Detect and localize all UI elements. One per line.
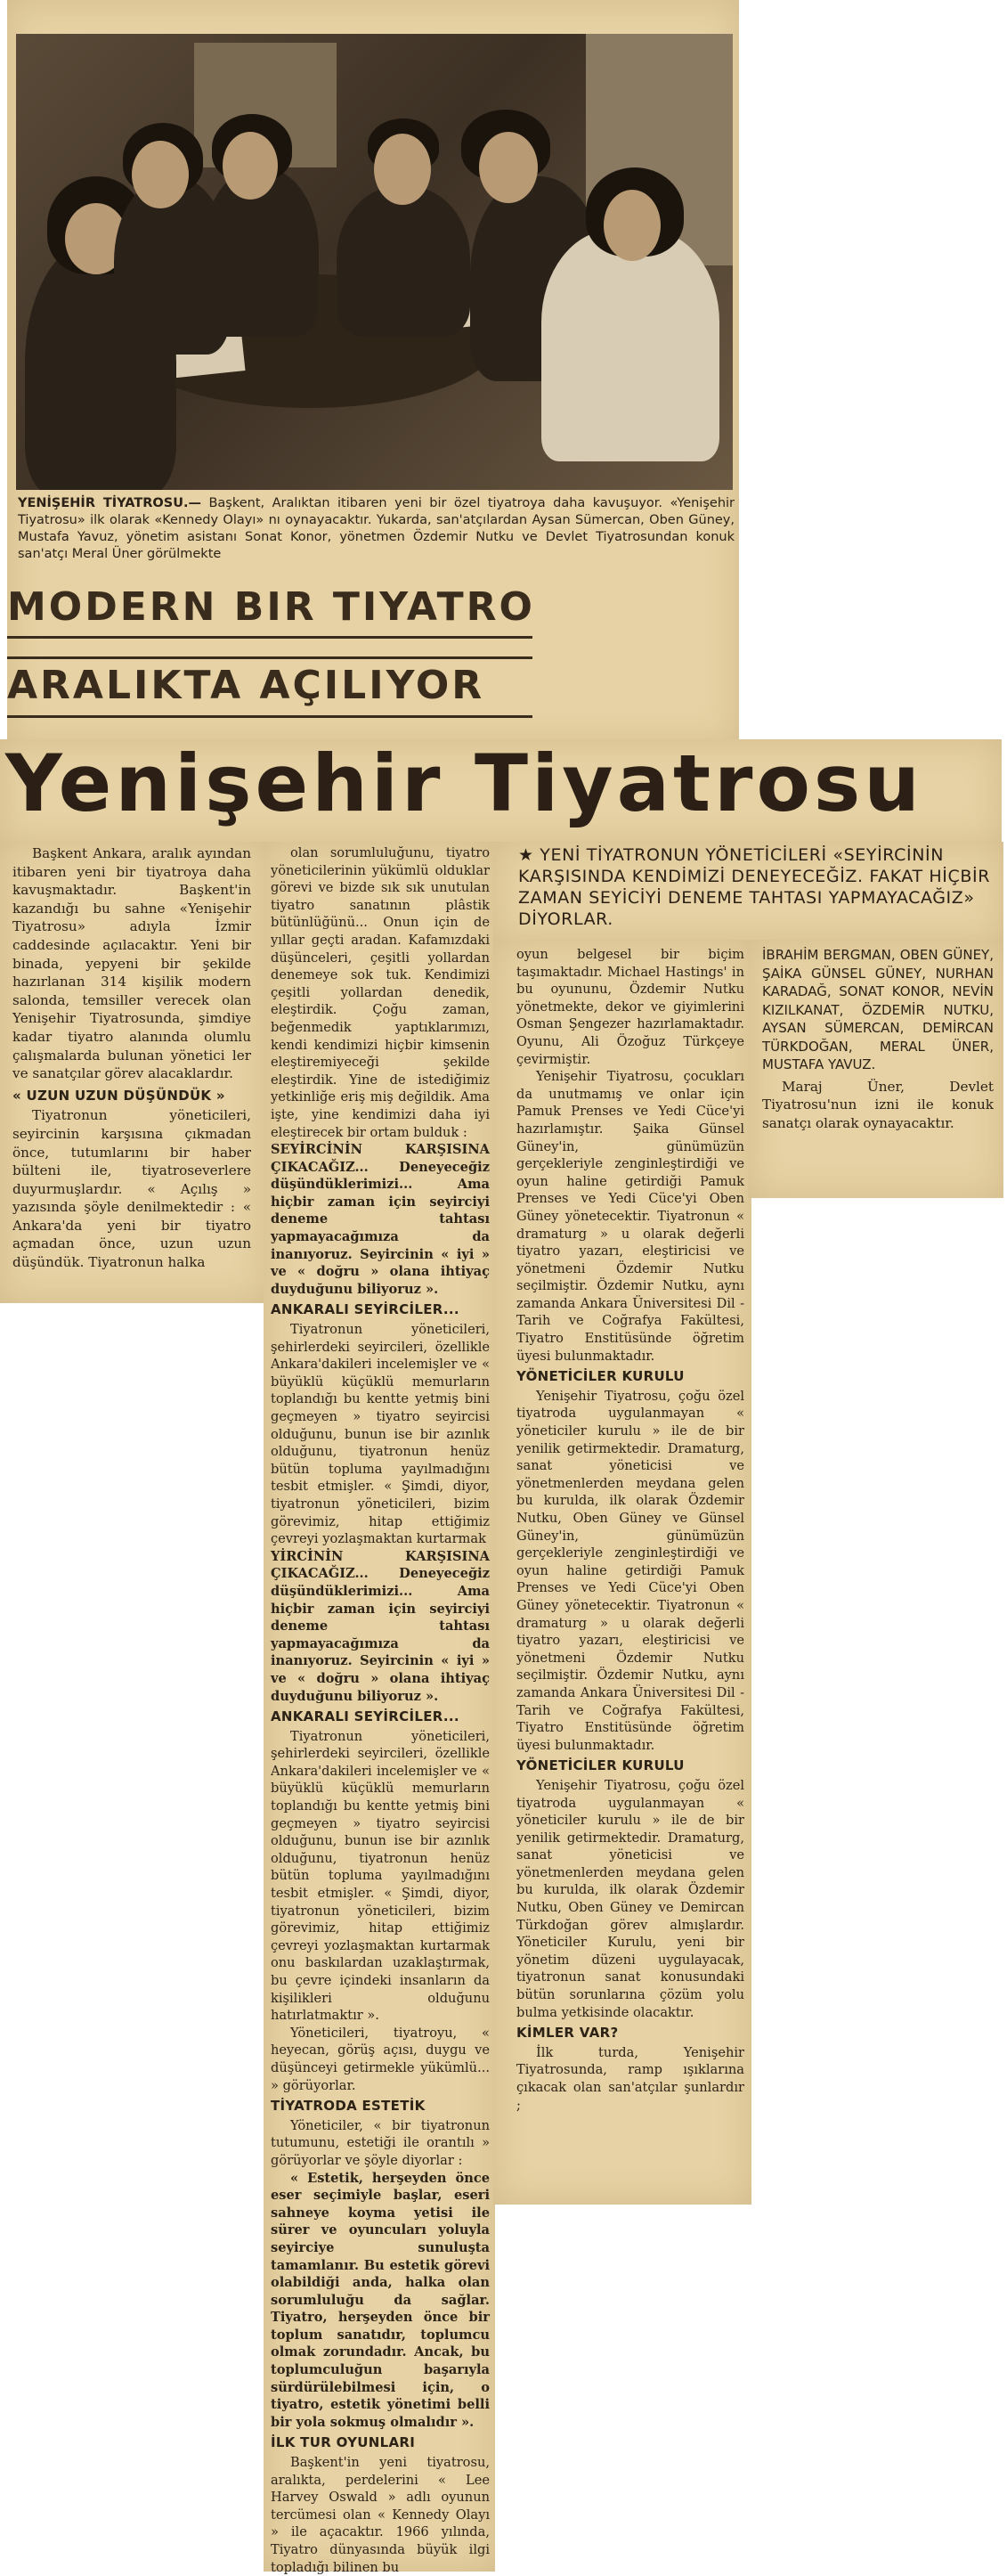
col2-heading-2: ANKARALI SEYİRCİLER... [271, 1708, 459, 1725]
photo-face-6 [604, 190, 661, 261]
photo-person-6 [541, 230, 719, 461]
col2-paragraph-1: olan sorumluluğunu, tiyatro yöneticilerinin yükümlü olduklar görevi ve bizde sık sık unutulan tiyatro sanatının plâstik bütünlüğünü... Onun için de yıllar geçti aradan. Kafamızdaki düşünceleri, çeşitli yollardan denemeye sok tuk. Kendimizi çeşitli yollardan denedik, eleştirdik. Çoğu zaman, beğenmedik yaptıklarımızı, kendi kendimizi hiçbir kimsenin eleştiremiyeceği şekilde eleştirdik. Yine de istediğimiz yetkinliğe eriş miş değildik. Ama işte, yine kendimizi daha iyi eleştirecek bir ortam bulduk : [271, 845, 490, 1140]
cast-list: İBRAHİM BERGMAN, OBEN GÜNEY, ŞAİKA GÜNSEL GÜNEY, NURHAN KARADAĞ, SONAT KONOR, NEVİN KIZILKANAT, ÖZDEMİR NUTKU, AYSAN SÜMERCAN, DEMİRCAN TÜRKDOĞAN, MERAL ÜNER, MUSTAFA YAVUZ. [762, 947, 994, 1072]
photo-face-5 [479, 132, 538, 203]
col4-paragraph-1: Maraj Üner, Devlet Tiyatrosu'nun izni ile konuk sanatçı olarak oynayacaktır. [762, 1078, 994, 1131]
photo-face-3 [223, 132, 278, 200]
deck: ★ YENİ TİYATRONUN YÖNETİCİLERİ «SEYİRCİNİN KARŞISINDA KENDİMİZİ DENEYECEĞİZ. FAKAT HİÇBİR ZAMAN SEYİCİYİ DENEME TAHTASI YAPMAYACAĞIZ» DİYORLAR. [518, 845, 990, 929]
col3-heading-2: YÖNETİCİLER KURULU [516, 1757, 685, 1774]
col3-paragraph-1: oyun belgesel bir biçim taşımaktadır. Michael Hastings' in bu oyununu, Özdemir Nutku yönetmekte, dekor ve giyimlerini Osman Şengezer hazırlamaktadır. Oyunu, Ali Özoğuz Türkçeye çevirmiştir. [516, 947, 744, 1067]
column-4 [762, 946, 994, 1132]
column-3 [516, 946, 744, 2114]
photo-face-4 [374, 134, 431, 205]
photo-face-2 [132, 141, 189, 208]
col3-paragraph-2: Yenişehir Tiyatrosu, çocukları da unutmamış ve onlar için Pamuk Prenses ve Yedi Cüce'yi hazırlamıştır. Şaika Günsel Güney'in, günümüzün gerçekleriyle zenginleştirdiği ve oyun haline getirdiği Pamuk Prenses ve Yedi Cüce'yi Oben Güney yönetecektir. Tiyatronun « dramaturg » u olarak değerli tiyatro yazarı, eleştiricisi ve yönetmeni Özdemir Nutku seçilmiştir. Özdemir Nutku, aynı zamanda Ankara Üniversitesi Dil - Tarih ve Coğrafya Fakültesi, Tiyatro Enstitüsünde öğretim üyesi bulunmaktadır. [516, 1069, 744, 1364]
article-photo [16, 34, 733, 490]
col2-paragraph-3: YİRCİNİN KARŞISINA ÇIKACAĞIZ... Deneyeceğiz düşündüklerimizi... Ama hiçbir zaman için seyirciyi deneme tahtası yapmayacağımıza da inanıyoruz. Seyircinin « iyi » ve « doğru » olana ihtiyaç duyduğunu biliyoruz ». [271, 1548, 490, 1704]
col3-heading-1: YÖNETİCİLER KURULU [516, 1368, 685, 1385]
headline: Yenişehir Tiyatrosu [5, 738, 923, 829]
caption-lead: YENİŞEHİR TİYATROSU.— [18, 496, 201, 510]
subhead-rule-top [7, 656, 532, 659]
subhead-rule-bottom [7, 715, 532, 718]
col3-heading-3: KİMLER VAR? [516, 2025, 619, 2042]
col2-heading-1: ANKARALI SEYİRCİLER... [271, 1301, 459, 1318]
col2-paragraph-4: Tiyatronun yöneticileri, şehirlerdeki seyircileri, özellikle Ankara'dakileri incelemişler ve « büyüklü küçüklü memurların toplandığı bu kentte yetmiş bini geçmeyen » tiyatro seyircisi olduğunu, bunun ise bir azınlık olduğunu, tiyatronun henüz bütün topluma yayılmadığını tesbit etmişler. « Şimdi, diyor, tiyatronun yöneticileri, bizim görevimiz, hitap ettiğimiz çevreyi yozlaşmaktan kurtarmak onu baskılardan uzaklaştırmak, bu çevre içindeki insanların da kişilikleri olduğunu hatırlatmaktır ». [271, 1728, 490, 2024]
col2-paragraph-8: Başkent'in yeni tiyatrosu, aralıkta, perdelerini « Lee Harvey Oswald » adlı oyunun tercümesi olan « Kennedy Olayı » ile açacaktır. 1966 yılında, Tiyatro dünyasında büyük ilgi topladığı bilinen bu [271, 2455, 490, 2575]
subhead-modern-text: MODERN BIR TIYATRO [7, 584, 535, 630]
col2-paragraph-1b: SEYİRCİNİN KARŞISINA ÇIKACAĞIZ... Deneyeceğiz düşündüklerimizi... Ama hiçbir zaman için seyirciyi deneme tahtası yapmayacağımıza da inanıyoruz. Seyircinin « iyi » ve « doğru » olana ihtiyaç duyduğunu biliyoruz ». [271, 1142, 490, 1297]
subhead-modern [7, 581, 535, 639]
col3-paragraph-4: Yenişehir Tiyatrosu, çoğu özel tiyatroda uygulanmayan « yöneticiler kurulu » ile de bir yenilik getirmektedir. Dramaturg, sanat yöneticisi ve yönetmenlerden meydana gelen bu kurulda, ilk olarak Özdemir Nutku, Oben Güney ve Demircan Türkdoğan görev almışlardır. Yöneticiler Kurulu, yeni bir yönetim düzeni uygulayacak, tiyatronun sanat konusundaki bütün sorunlarına çözüm yolu bulma yetkisinde olacaktır. [516, 1777, 744, 2020]
col1-paragraph-2: Tiyatronun yöneticileri, seyircinin karşısına çıkmadan önce, tutumlarını bir haber bülteni ile, tiyatroseverlere duyurmuşlardır. « Açılış » yazısında şöyle denilmektedir : « Ankara'da yeni bir tiyatro açmadan önce, uzun uzun düşündük. Tiyatronun halka [12, 1107, 251, 1271]
col1-heading-1: « UZUN UZUN DÜŞÜNDÜK » [12, 1087, 225, 1104]
caption-text: Başkent, Aralıktan itibaren yeni bir özel tiyatroya daha kavuşuyor. «Yenişehir Tiyatrosu» ilk olarak «Kennedy Olayı» nı oynayacaktır. Yukarda, san'atçılardan Aysan Sümercan, Oben Güney, Mustafa Yavuz, yönetim asistanı Sonat Konor, yönetmen Özdemir Nutku ve Devlet Tiyatrosundan konuk san'atçı Meral Üner görülmekte [18, 496, 735, 561]
subhead-aralikta [7, 655, 532, 718]
subhead-rule [7, 636, 532, 639]
col2-paragraph-7: « Estetik, herşeyden önce eser seçimiyle başlar, eseri sahneye koyma yetisi ile sürer ve oyuncuları yoluyla seyirciye sunuluşta tamamlanır. Bu estetik görevi olabildiği anda, halka olan sorumluluğu da sağlar. Tiyatro, herşeyden önce bir toplum sanatıdır, toplumcu olmak zorundadır. Ancak, bu toplumculuğun başarıyla sürdürülebilmesi için, o tiyatro, estetik yönetimi belli bir yola sokmuş olmalıdır ». [271, 2170, 490, 2430]
column-1 [12, 844, 251, 1272]
col2-heading-4: İLK TUR OYUNLARI [271, 2434, 416, 2451]
photo-person-4 [337, 185, 470, 337]
col3-paragraph-5: İlk turda, Yenişehir Tiyatrosunda, ramp ışıklarına çıkacak olan san'atçılar şunlardır ; [516, 2044, 744, 2113]
column-2 [271, 844, 490, 2576]
col2-paragraph-2: Tiyatronun yöneticileri, şehirlerdeki seyircileri, özellikle Ankara'dakileri incelemişler ve « büyüklü küçüklü memurların toplandığı bu kentte yetmiş bini geçmeyen » tiyatro seyircisi olduğunu, bunun ise bir azınlık olduğunu, tiyatronun henüz bütün topluma yayılmadığını tesbit etmişler. « Şimdi, diyor, tiyatronun yöneticileri, bizim görevimiz, hitap ettiğimiz çevreyi yozlaşmaktan kurtarmak [271, 1322, 490, 1547]
photo-caption [18, 495, 735, 563]
col2-paragraph-6: Yöneticiler, « bir tiyatronun tutumunu, estetiği ile orantılı » görüyorlar ve şöyle diyorlar : [271, 2117, 490, 2168]
col1-paragraph-1: Başkent Ankara, aralık ayından itibaren yeni bir tiyatroya daha kavuşmaktadır. Başkent'in kazandığı bu sahne «Yenişehir Tiyatrosu» adıyla İzmir caddesinde açılacaktır. Yeni bir binada, yepyeni bir şekilde hazırlanan 314 kişilik modern salonda, temsiller verecek olan Yenişehir Tiyatrosunda, şimdiye kadar tiyatro alanında olumlu çalışmalarda bulunan yönetici ler ve sanatçılar görev alacaklardır. [12, 845, 251, 1082]
col2-paragraph-5: Yöneticileri, tiyatroyu, « heyecan, görüş açısı, duygu ve düşünceyi getirmekle yükümlü... » görüyorlar. [271, 2025, 490, 2093]
col3-paragraph-3: Yenişehir Tiyatrosu, çoğu özel tiyatroda uygulanmayan « yöneticiler kurulu » ile de bir yenilik getirmektedir. Dramaturg, sanat yöneticisi ve yönetmenlerden meydana gelen bu kurulda, ilk olarak Özdemir Nutku, Oben Güney ve Günsel Güney'in, günümüzün gerçekleriyle zenginleştirdiği ve oyun haline getirdiği Pamuk Prenses ve Yedi Cüce'yi Oben Güney yönetecektir. Tiyatronun « dramaturg » u olarak değerli tiyatro yazarı, eleştiricisi ve yönetmeni Özdemir Nutku seçilmiştir. Özdemir Nutku, aynı zamanda Ankara Üniversitesi Dil - Tarih ve Coğrafya Fakültesi, Tiyatro Enstitüsünde öğretim üyesi bulunmaktadır. [516, 1388, 744, 1753]
col2-heading-3: TİYATRODA ESTETİK [271, 2098, 426, 2115]
subhead-aralikta-text: ARALIKTA AÇILIYOR [7, 663, 485, 708]
